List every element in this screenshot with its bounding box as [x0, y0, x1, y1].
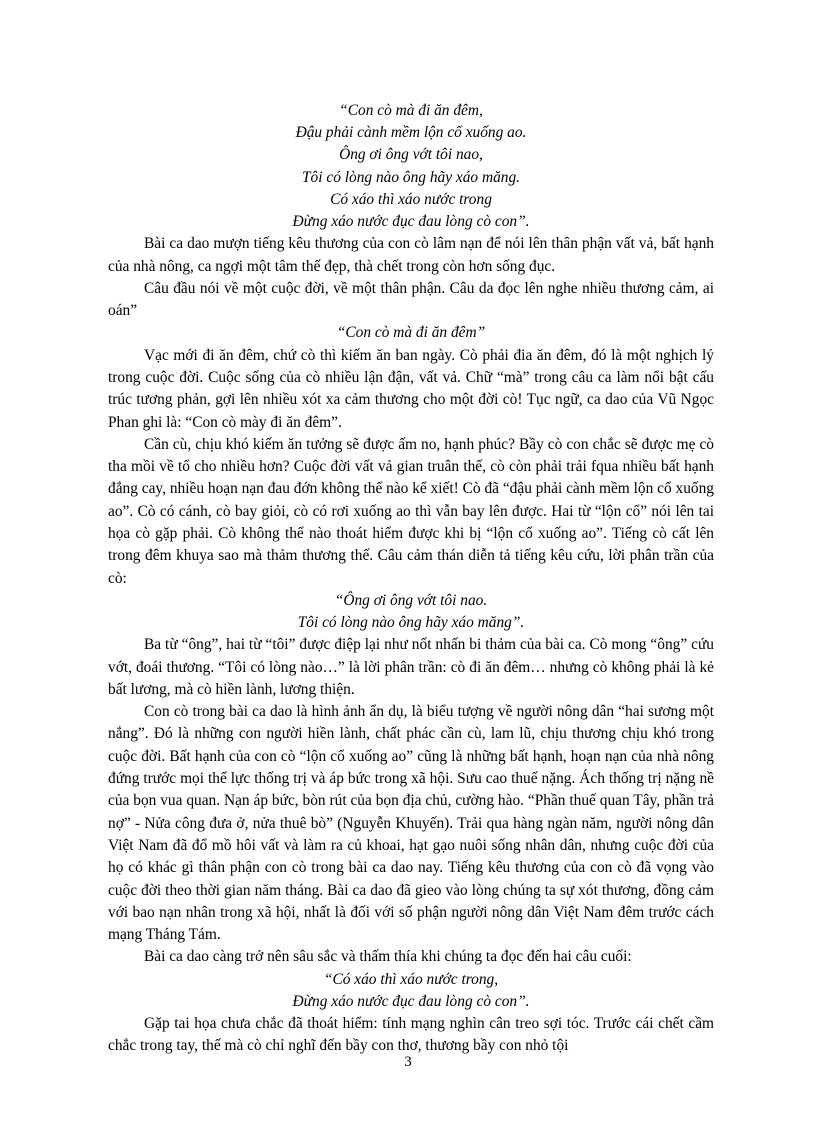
opening-poem	[108, 100, 714, 233]
paragraph-intro: Bài ca dao mượn tiếng kêu thương của con cò lâm nạn để nói lên thân phận vất vả, bất hạnh của nhà nông, ca ngợi một tâm thế đẹp, thà chết trong còn hơn sống đục.	[108, 235, 714, 275]
paragraph-conclusion: Gặp tai họa chưa chắc đã thoát hiểm: tính mạng nghìn cân treo sợi tóc. Trước cái chết cầm chắc trong tay, thế mà cò chỉ nghĩ đến bầy con thơ, thương bầy con nhỏ tội	[108, 1015, 714, 1055]
quote-first-line	[108, 322, 714, 344]
paragraph-final-lines-intro: Bài ca dao càng trở nên sâu sắc và thấm thía khi chúng ta đọc đến hai câu cuối:	[144, 948, 632, 966]
paragraph-first-line: Câu đầu nói về một cuộc đời, về một thân phận. Câu da đọc lên nghe nhiều thương cảm, ai oán”	[108, 279, 714, 320]
quote-line: Tôi có lòng nào ông hãy xáo măng”.	[297, 614, 525, 632]
poem-line: “Con cò mà đi ăn đêm,	[339, 102, 483, 119]
poem-line: Tôi có lòng nào ông hãy xáo măng.	[301, 168, 521, 186]
poem-line: Ông ơi ông vớt tôi nao,	[339, 146, 483, 164]
quote-line: “Có xáo thì xáo nước trong,	[323, 970, 499, 988]
page-number: 3	[404, 1054, 412, 1070]
quote-line: “Ông ơi ông vớt tôi nao.	[334, 591, 488, 609]
quote-cry-for-help	[108, 590, 714, 634]
paragraph-metaphor: Con cò trong bài ca dao là hình ảnh ẩn dụ, là biểu tượng về người nông dân “hai sương một nắng”. Đó là những con người hiền lành, chất phác cần cù, lam lũ, chịu thương chịu khó trong cuộc đời. Bất hạnh của con cò “lộn cổ xuống ao” cũng là những bất hạnh, hoạn nạn của nhà nông đứng trước mọi thế lực thống trị và áp bức trong xã hội. Sưu cao thuế nặng. Ách thống trị nặng nề của bọn vua quan. Nạn áp bức, bòn rút của bọn địa chủ, cường hào. “Phần thuế quan Tây, phần trả nợ” - Nửa công đưa ở, nửa thuê bò” (Nguyễn Khuyến). Trải qua hàng ngàn năm, người nông dân Việt Nam đã đổ mồ hôi vất và làm ra củ khoai, hạt gạo nuôi sống nhân dân, nhưng cuộc đời của họ có khác gì thân phận con cò trong bài ca dao nay. Tiếng kêu thương của con cò đã vọng vào cuộc đời theo thời gian năm tháng. Bài ca dao đã gieo vào lòng chúng ta sự xót thương, đồng cảm với bao nạn nhân trong xã hội, nhất là đối với số phận người nông dân Việt Nam đêm trước cách mạng Tháng Tám.	[108, 703, 714, 944]
quote-line: Đừng xáo nước đục đau lòng cò con”.	[292, 992, 530, 1010]
poem-line: Có xáo thì xáo nước trong	[330, 190, 492, 208]
paragraph-night-feeding: Vạc mới đi ăn đêm, chứ cò thì kiếm ăn ban ngày. Cò phải đia ăn đêm, đó là một nghịch lý trong cuộc đời. Cuộc sống của cò nhiều lận đận, vất vả. Chữ “mà” trong câu ca làm nổi bật cấu trúc tương phản, gợi lên nhiều xót xa cảm thương cho một đời cò! Tục ngữ, ca dao của Vũ Ngọc Phan ghi là: “Con cò mày đi ăn đêm”.	[108, 346, 714, 431]
quote-line: “Con cò mà đi ăn đêm”	[336, 324, 486, 342]
poem-line: Đậu phải cành mềm lộn cổ xuống ao.	[295, 124, 527, 142]
poem-line: Đừng xáo nước đục đau lòng cò con”.	[292, 213, 530, 231]
page-content	[108, 100, 714, 1058]
paragraph-repetition: Ba từ “ông”, hai từ “tôi” được điệp lại như nốt nhấn bi thảm của bài ca. Cò mong “ông” cứu vớt, đoái thương. “Tôi có lòng nào…” là lời phân trần: cò đi ăn đêm… nhưng cò không phải là kẻ bất lương, mà cò hiền lành, lương thiện.	[108, 636, 714, 698]
quote-final-lines	[108, 969, 714, 1013]
paragraph-hardship: Cần cù, chịu khó kiếm ăn tưởng sẽ được ấm no, hạnh phúc? Bầy cò con chắc sẽ được mẹ cò tha mồi về tổ cho nhiều hơn? Cuộc đời vất vả gian truân thế, cò còn phải trải fqua nhiều bất hạnh đắng cay, nhiều hoạn nạn đau đớn không thể nào kể xiết! Cò đã “đậu phải cành mềm lộn cổ xuống ao”. Cò có cánh, cò bay giỏi, cò có rơi xuống ao thì vẫn bay lên được. Hai từ “lộn cổ” nói lên tai họa cò gặp phải. Cò không thể nào thoát hiểm được khi bị “lộn cổ xuống ao”. Tiếng cò cất lên trong đêm khuya sao mà thảm thương thế. Câu cảm thán diễn tả tiếng kêu cứu, lời phân trần của cò:	[108, 435, 714, 587]
